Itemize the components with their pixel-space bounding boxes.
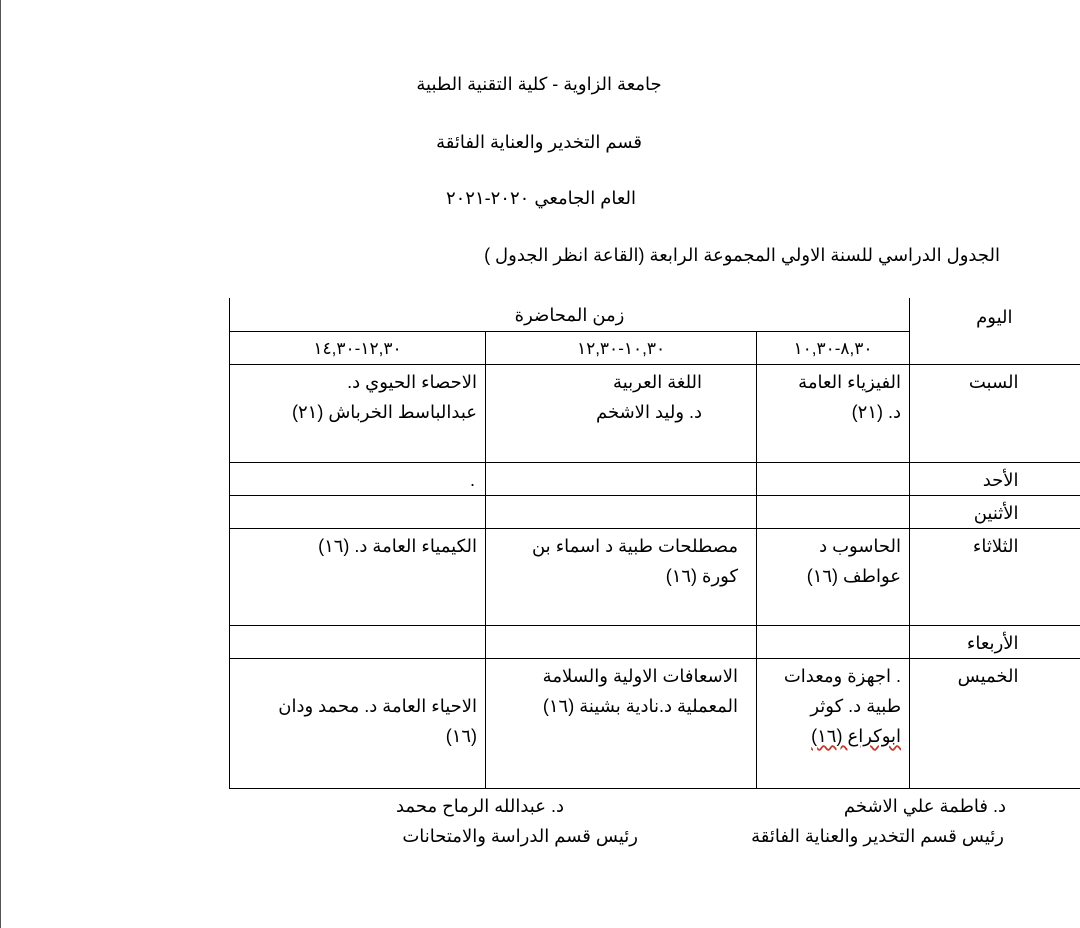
schedule-cell: . اجهزة ومعدات طبية د. كوثر ابوكراع (١٦) bbox=[757, 658, 910, 788]
signature-title-left: رئيس قسم التخدير والعناية الفائقة bbox=[751, 826, 1004, 846]
schedule-cell bbox=[230, 625, 486, 658]
schedule-cell: الاحصاء الحيوي د. عبدالباسط الخرباش (٢١) bbox=[230, 364, 486, 462]
schedule-cell: الفيزياء العامة د. (٢١) bbox=[757, 364, 910, 462]
schedule-cell: اللغة العربية د. وليد الاشخم bbox=[486, 364, 757, 462]
schedule-title: الجدول الدراسي للسنة الاولي المجموعة الرابعة (القاعة انظر الجدول ) bbox=[484, 245, 1000, 265]
day-cell: السبت bbox=[910, 364, 1080, 462]
day-cell: الأحد bbox=[910, 462, 1080, 495]
schedule-cell: مصطلحات طبية د اسماء بن كورة (١٦) bbox=[486, 528, 757, 625]
signature-name-left: د. فاطمة علي الاشخم bbox=[843, 796, 1006, 816]
schedule-cell bbox=[757, 625, 910, 658]
schedule-cell bbox=[486, 462, 757, 495]
schedule-cell bbox=[486, 625, 757, 658]
schedule-cell bbox=[757, 495, 910, 528]
day-cell: الأربعاء bbox=[910, 625, 1080, 658]
table-row bbox=[230, 528, 1080, 625]
table-row bbox=[230, 364, 1080, 462]
period-3: ١٢,٣٠-١٤,٣٠ bbox=[230, 331, 486, 364]
table-row bbox=[230, 625, 1080, 658]
schedule-table bbox=[229, 298, 1080, 789]
university-title: جامعة الزاوية - كلية التقنية الطبية bbox=[416, 74, 662, 94]
schedule-cell: الكيمياء العامة د. (١٦) bbox=[230, 528, 486, 625]
time-header: زمن المحاضرة bbox=[230, 298, 910, 331]
schedule-cell: الاحياء العامة د. محمد ودان (١٦) bbox=[230, 658, 486, 788]
table-row bbox=[230, 495, 1080, 528]
table-row bbox=[230, 462, 1080, 495]
schedule-cell: . bbox=[230, 462, 486, 495]
signature-name-right: د. عبدالله الرماح محمد bbox=[395, 796, 564, 816]
day-cell: الثلاثاء bbox=[910, 528, 1080, 625]
page-edge bbox=[0, 0, 1, 928]
day-cell: الخميس bbox=[910, 658, 1080, 788]
schedule-cell: الاسعافات الاولية والسلامة المعملية د.نادية بشينة (١٦) bbox=[486, 658, 757, 788]
table-row bbox=[230, 658, 1080, 788]
period-1: ٨,٣٠-١٠,٣٠ bbox=[757, 331, 910, 364]
schedule-cell bbox=[486, 495, 757, 528]
signature-title-right: رئيس قسم الدراسة والامتحانات bbox=[402, 826, 638, 846]
day-cell: الأثنين bbox=[910, 495, 1080, 528]
schedule-cell bbox=[757, 462, 910, 495]
academic-year: العام الجامعي ٢٠٢٠-٢٠٢١ bbox=[445, 188, 637, 208]
schedule-cell: الحاسوب د عواطف (١٦) bbox=[757, 528, 910, 625]
period-2: ١٠,٣٠-١٢,٣٠ bbox=[486, 331, 757, 364]
day-header: اليوم bbox=[910, 298, 1080, 364]
schedule-cell bbox=[230, 495, 486, 528]
department-title: قسم التخدير والعناية الفائقة bbox=[436, 132, 642, 152]
